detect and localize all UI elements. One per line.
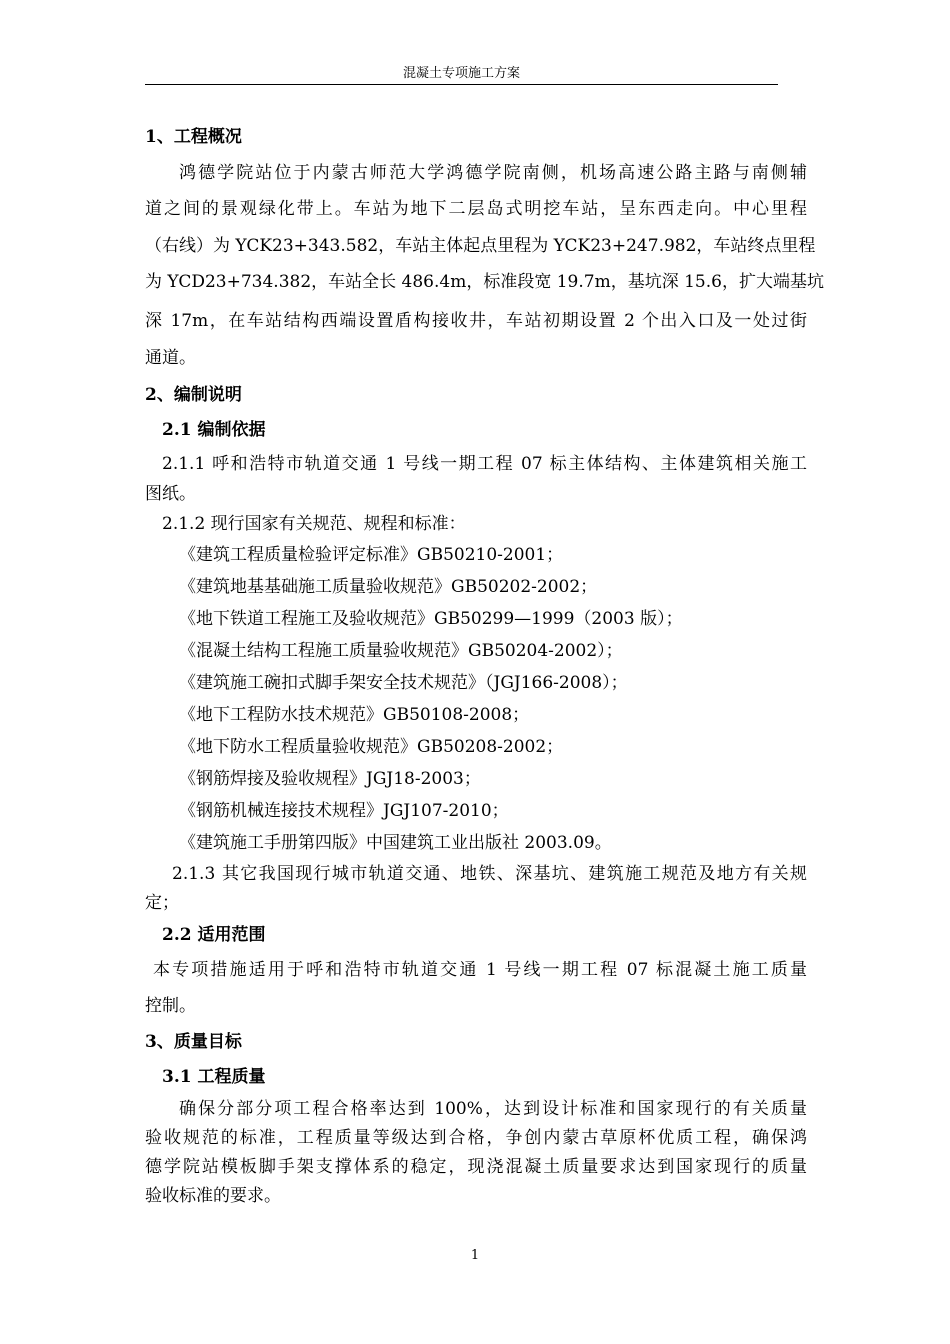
section-3-1-line: 德学院站模板脚手架支撑体系的稳定，现浇混凝土质量要求达到国家现行的质量 [145, 1157, 807, 1177]
standard-item: 《建筑工程质量检验评定标准》GB50210-2001； [179, 545, 564, 565]
standard-item: 《钢筋机械连接技术规程》JGJ107-2010； [179, 801, 509, 821]
header-title: 混凝土专项施工方案 [402, 66, 520, 81]
section-2-1-3-line: 定； [145, 893, 179, 913]
section-1-line: 通道。 [145, 348, 196, 368]
section-3-1-heading: 3.1 工程质量 [162, 1067, 266, 1087]
header-divider [145, 84, 778, 85]
page-number: 1 [470, 1248, 480, 1263]
section-1-line: 为 YCD23+734.382，车站全长 486.4m，标准段宽 19.7m，基坑深 15.6，扩大端基坑 [145, 272, 824, 292]
section-3-1-line: 确保分部分项工程合格率达到 100%，达到设计标准和国家现行的有关质量 [179, 1099, 807, 1119]
standard-item: 《建筑施工手册第四版》中国建筑工业出版社 2003.09。 [179, 833, 612, 853]
standard-item: 《钢筋焊接及验收规程》JGJ18-2003； [179, 769, 481, 789]
section-1-line: 道之间的景观绿化带上。车站为地下二层岛式明挖车站，呈东西走向。中心里程 [145, 199, 807, 219]
section-3-heading: 3、质量目标 [145, 1032, 242, 1052]
section-3-1-line: 验收规范的标准，工程质量等级达到合格，争创内蒙古草原杯优质工程，确保鸿 [145, 1128, 807, 1148]
section-2-1-heading: 2.1 编制依据 [162, 420, 266, 440]
section-1-line: 深 17m，在车站结构西端设置盾构接收井，车站初期设置 2 个出入口及一处过街 [145, 311, 807, 331]
standard-item: 《建筑地基基础施工质量验收规范》GB50202-2002； [179, 577, 598, 597]
standard-item: 《地下铁道工程施工及验收规范》GB50299—1999（2003 版）； [179, 609, 683, 629]
section-1-line: 鸿德学院站位于内蒙古师范大学鸿德学院南侧，机场高速公路主路与南侧辅 [179, 163, 807, 183]
section-1-heading: 1、工程概况 [145, 127, 242, 147]
standard-item: 《建筑施工碗扣式脚手架安全技术规范》（JGJ166-2008）； [179, 673, 628, 693]
standard-item: 《混凝土结构工程施工质量验收规范》GB50204-2002）； [179, 641, 623, 661]
section-1-line: （右线）为 YCK23+343.582，车站主体起点里程为 YCK23+247.982，车站终点里程 [145, 236, 816, 256]
section-2-heading: 2、编制说明 [145, 385, 242, 405]
section-2-1-3-line: 2.1.3 其它我国现行城市轨道交通、地铁、深基坑、建筑施工规范及地方有关规 [172, 864, 807, 884]
section-2-2-line: 控制。 [145, 996, 196, 1016]
standard-item: 《地下工程防水技术规范》GB50108-2008； [179, 705, 530, 725]
section-2-2-heading: 2.2 适用范围 [162, 925, 266, 945]
section-2-1-1-line: 2.1.1 呼和浩特市轨道交通 1 号线一期工程 07 标主体结构、主体建筑相关施工 [162, 454, 807, 474]
section-2-2-line: 本专项措施适用于呼和浩特市轨道交通 1 号线一期工程 07 标混凝土施工质量 [153, 960, 807, 980]
section-2-1-1-line: 图纸。 [145, 484, 196, 504]
section-2-1-2-line: 2.1.2 现行国家有关规范、规程和标准： [162, 514, 466, 534]
standard-item: 《地下防水工程质量验收规范》GB50208-2002； [179, 737, 564, 757]
section-3-1-line: 验收标准的要求。 [145, 1186, 281, 1206]
